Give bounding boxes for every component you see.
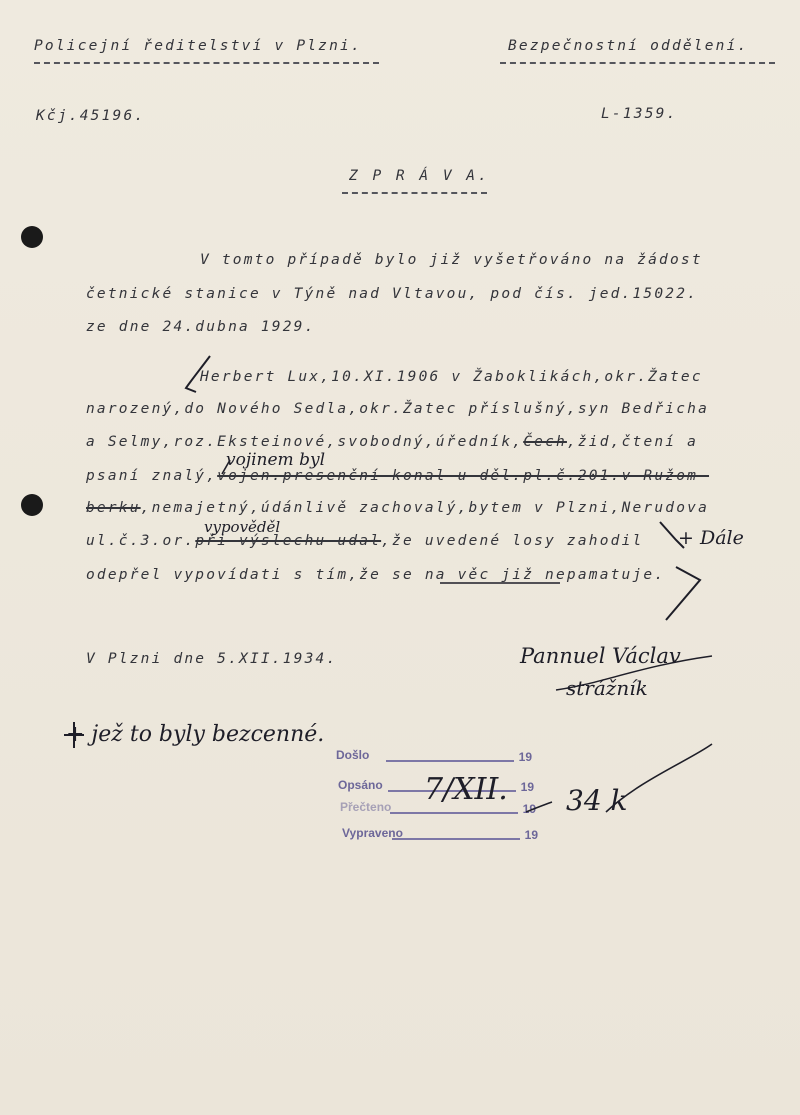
stamp-label: Přečteno xyxy=(340,800,392,814)
close-bracket-mark xyxy=(666,567,700,620)
stamp-handwritten-note: 34 k xyxy=(566,784,628,817)
stamp-squiggle xyxy=(526,802,552,812)
stamp-handwritten-date: 7/XII. xyxy=(424,772,508,807)
open-bracket-mark xyxy=(186,356,210,392)
signature-flourish xyxy=(556,656,712,690)
struck-word-berku: berku xyxy=(86,500,141,516)
stamp-year: 19 xyxy=(518,750,532,764)
paragraph1-line1: V tomto případě bylo již vyšetřováno na žádost xyxy=(200,252,703,268)
stamp-label: Vypraveno xyxy=(342,826,403,840)
date-line: V Plzni dne 5.XII.1934. xyxy=(86,651,338,667)
handwritten-insert-vypovedel: vypověděl xyxy=(204,518,281,536)
paragraph2-line5-part2: ,nemajetný,údánlivě zachovalý,bytem v Plzni,Nerudova xyxy=(140,500,710,516)
stamp-label: Opsáno xyxy=(338,778,383,792)
handwritten-insert-dale: + Dále xyxy=(678,527,744,549)
footnote-cross-mark xyxy=(64,722,84,748)
stamp-year: 19 xyxy=(522,802,536,816)
insert-caret-dale xyxy=(660,522,684,548)
document-title: Z P R Á V A. xyxy=(349,168,490,184)
struck-military-service: vojen.presenční konal u děl.pl.č.201.v Ružom- xyxy=(217,468,710,484)
paragraph2-line3-part2: ,žid,čtení a xyxy=(566,434,699,450)
paragraph2-line2: narozený,do Nového Sedla,okr.Žatec příslušný,syn Bedřicha xyxy=(86,401,709,417)
paragraph1-line3: ze dne 24.dubna 1929. xyxy=(86,319,316,335)
paragraph2-line7: odepřel vypovídati s tím,že se na věc již nepamatuje. xyxy=(86,567,666,583)
struck-word-cech: Čech xyxy=(523,434,567,450)
paragraph2-line1: Herbert Lux,10.XI.1906 v Žaboklikách,okr.Žatec xyxy=(200,369,703,385)
paragraph2-line6-part2: ,že uvedené losy zahodil xyxy=(381,533,644,549)
paragraph2-line3-part1: a Selmy,roz.Eksteinové,svobodný,úředník, xyxy=(86,434,524,450)
stamp-slash-mark xyxy=(606,744,712,812)
stamp-year: 19 xyxy=(524,828,538,842)
reference-number-left: Kčj.45196. xyxy=(36,108,146,124)
paragraph1-line2: četnické stanice v Týně nad Vltavou, pod čís. jed.15022. xyxy=(86,286,699,302)
handwritten-footnote: + jež to byly bezcenné. xyxy=(66,722,325,747)
stamp-label: Došlo xyxy=(336,748,370,762)
paragraph2-line4-part1: psaní znalý, xyxy=(86,468,218,484)
paragraph2-line6-part1: ul.č.3.or. xyxy=(86,533,196,549)
signature-title: strážník xyxy=(566,676,648,700)
signature-name: Pannuel Václav xyxy=(520,644,681,668)
stamp-year: 19 xyxy=(520,780,534,794)
header-right: Bezpečnostní oddělení. xyxy=(508,38,749,54)
reference-number-right: L-1359. xyxy=(601,106,678,122)
insert-caret-vojinem xyxy=(222,460,230,474)
header-left: Policejní ředitelství v Plzni. xyxy=(34,38,362,54)
handwritten-insert-vojinem: vojinem byl xyxy=(226,450,326,470)
struck-interrogation-phrase: při výslechu udal xyxy=(195,533,382,549)
